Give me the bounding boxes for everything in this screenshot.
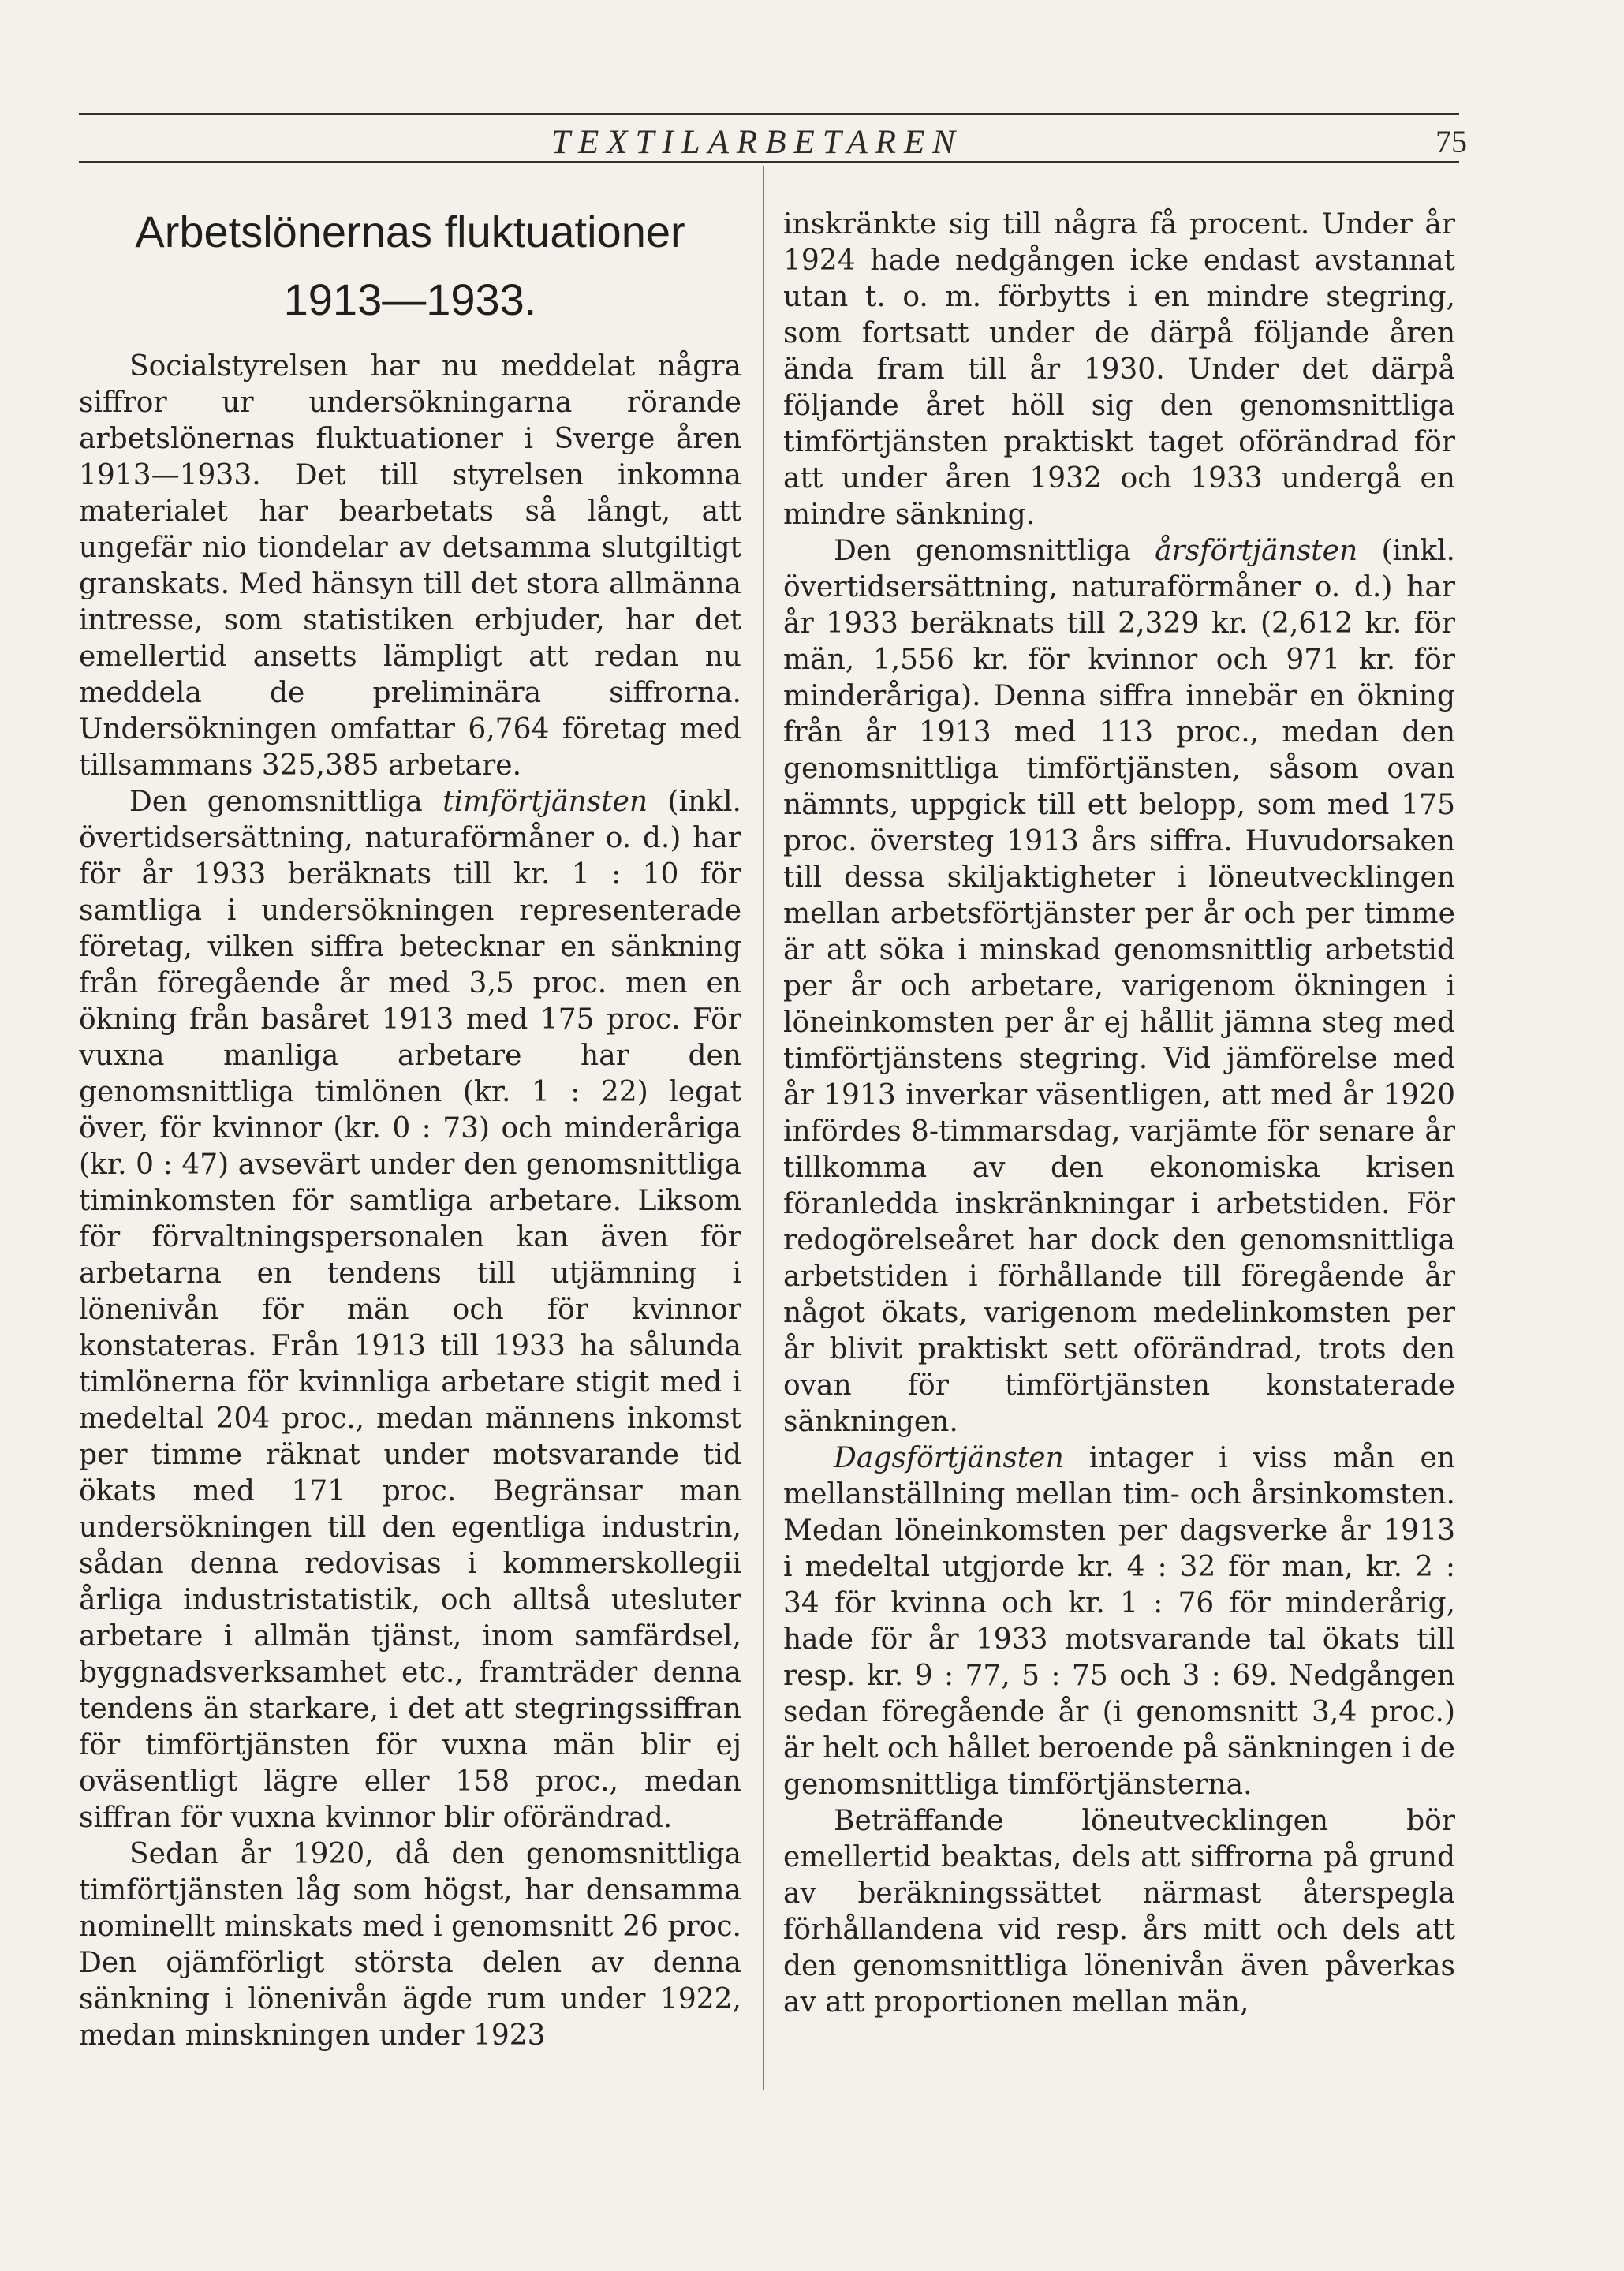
right-paragraph-2-rest: (inkl. övertidsersättning, naturaförmåner o. d.) har år 1933 beräknats till 2,329 kr. (2,612 kr. för män, 1,556 kr. för kvinnor och 971 kr. för minderåriga). Denna siffra innebär en ökning från år 1913 med 113 proc., medan den genomsnittliga timförtjänsten, såsom ovan nämnts, uppgick till ett belopp, som med 175 proc. översteg 1913 års siffra. Huvudorsaken till dessa skiljaktigheter i löneutvecklingen mellan arbetsförtjänster per år och per timme är att söka i minskad genomsnittlig arbetstid per år och arbetare, varigenom ökningen i löneinkomsten per år ej hållit jämna steg med timförtjänstens stegring. Vid jämförelse med år 1913 inverkar väsentligen, att med år 1920 infördes 8-timmarsdag, varjämte för senare år tillkomma av den ekonomiska krisen föranledda inskränkningar i arbetstiden. För redogörelseåret har dock den genomsnittliga arbetstiden i förhållande till föregående år något ökats, varigenom medelinkomsten per år blivit praktiskt sett oförändrad, trots den ovan för timförtjänsten konstaterade sänkningen. — [783, 535, 1455, 1438]
left-paragraph-2 — [79, 784, 741, 1836]
right-paragraph-3-term: Dagsförtjänsten — [834, 1442, 1064, 1474]
left-paragraph-1: Socialstyrelsen har nu meddelat några siffror ur undersökningarna rörande arbetslönernas fluktuationer i Sverge åren 1913—1933. Det till styrelsen inkomna materialet har bearbetats så långt, att ungefär nio tiondelar av detsamma slutgiltigt granskats. Med hänsyn till det stora allmänna intresse, som statistiken erbjuder, har det emellertid ansetts lämpligt att redan nu meddela de preliminära siffrorna. Undersökningen omfattar 6,764 företag med tillsammans 325,385 arbetare. — [79, 350, 741, 782]
right-paragraph-3 — [783, 1440, 1455, 1803]
right-paragraph-2 — [783, 533, 1455, 1440]
right-paragraph-2-start: Den genomsnittliga — [834, 535, 1155, 567]
right-paragraph-2-term: årsförtjänsten — [1155, 535, 1358, 567]
article-title: Arbetslönernas fluktuationer — [135, 207, 685, 256]
article-title-years: 1913—1933. — [283, 275, 537, 324]
right-paragraph-3-rest: intager i viss mån en mellanställning mellan tim- och årsinkomsten. Medan löneinkomsten per dagsverke år 1913 i medeltal utgjorde kr. 4 : 32 för man, kr. 2 : 34 för kvinna och kr. 1 : 76 för minderårig, hade för år 1933 motsvarande tal ökats till resp. kr. 9 : 77, 5 : 75 och 3 : 69. Nedgången sedan föregående år (i genomsnitt 3,4 proc.) är helt och hållet beroende på sänkningen i de genomsnittliga timförtjänsterna. — [783, 1442, 1455, 1801]
page-number: 75 — [1435, 124, 1467, 159]
left-column — [79, 205, 741, 2054]
left-paragraph-3: Sedan år 1920, då den genomsnittliga timförtjänsten låg som högst, har densamma nominellt minskats med i genomsnitt 26 proc. Den ojämförligt största delen av denna sänkning i lönenivån ägde rum under 1922, medan minskningen under 1923 — [79, 1838, 741, 2052]
right-paragraph-1-continued: inskränkte sig till några få procent. Under år 1924 hade nedgången icke endast avstannat utan t. o. m. förbytts i en mindre stegring, som fortsatt under de därpå följande åren ända fram till år 1930. Under det därpå följande året höll sig den genomsnittliga timförtjänsten praktiskt taget oförändrad för att under åren 1932 och 1933 undergå en mindre sänkning. — [783, 208, 1455, 531]
header-top-rule — [79, 113, 1459, 115]
header-bottom-rule — [79, 161, 1459, 163]
left-paragraph-2-rest: (inkl. övertidsersättning, naturaförmåner o. d.) har för år 1933 beräknats till kr. 1 : 10 för samtliga i undersökningen representerade företag, vilken siffra betecknar en sänkning från föregående år med 3,5 proc. men en ökning från basåret 1913 med 175 proc. För vuxna manliga arbetare har den genomsnittliga timlönen (kr. 1 : 22) legat över, för kvinnor (kr. 0 : 73) och minderåriga (kr. 0 : 47) avsevärt under den genomsnittliga timinkomsten för samtliga arbetare. Liksom för förvaltningspersonalen kan även för arbetarna en tendens till utjämning i lönenivån för män och för kvinnor konstateras. Från 1913 till 1933 ha sålunda timlönerna för kvinnliga arbetare stigit med i medeltal 204 proc., medan männens inkomst per timme räknat under motsvarande tid ökats med 171 proc. Begränsar man undersökningen till den egentliga industrin, sådan denna redovisas i kommerskollegii årliga industristatistik, och alltså utesluter arbetare i allmän tjänst, inom samfärdsel, byggnadsverksamhet etc., framträder denna tendens än starkare, i det att stegringssiffran för timförtjänsten för vuxna män blir ej oväsentligt lägre eller 158 proc., medan siffran för vuxna kvinnor blir oförändrad. — [79, 786, 741, 1834]
left-paragraph-2-start: Den genomsnittliga — [129, 786, 443, 818]
left-paragraph-2-term: timförtjänsten — [442, 786, 648, 818]
right-column — [783, 207, 1455, 2021]
right-paragraph-4: Beträffande löneutvecklingen bör emellertid beaktas, dels att siffrorna på grund av beräkningssättet närmast återspegla förhållandena vid resp. års mitt och dels att den genomsnittliga lönenivån även påverkas av att proportionen mellan män, — [783, 1805, 1455, 2019]
running-head: TEXTILARBETAREN — [551, 124, 963, 161]
column-divider — [763, 166, 764, 2090]
